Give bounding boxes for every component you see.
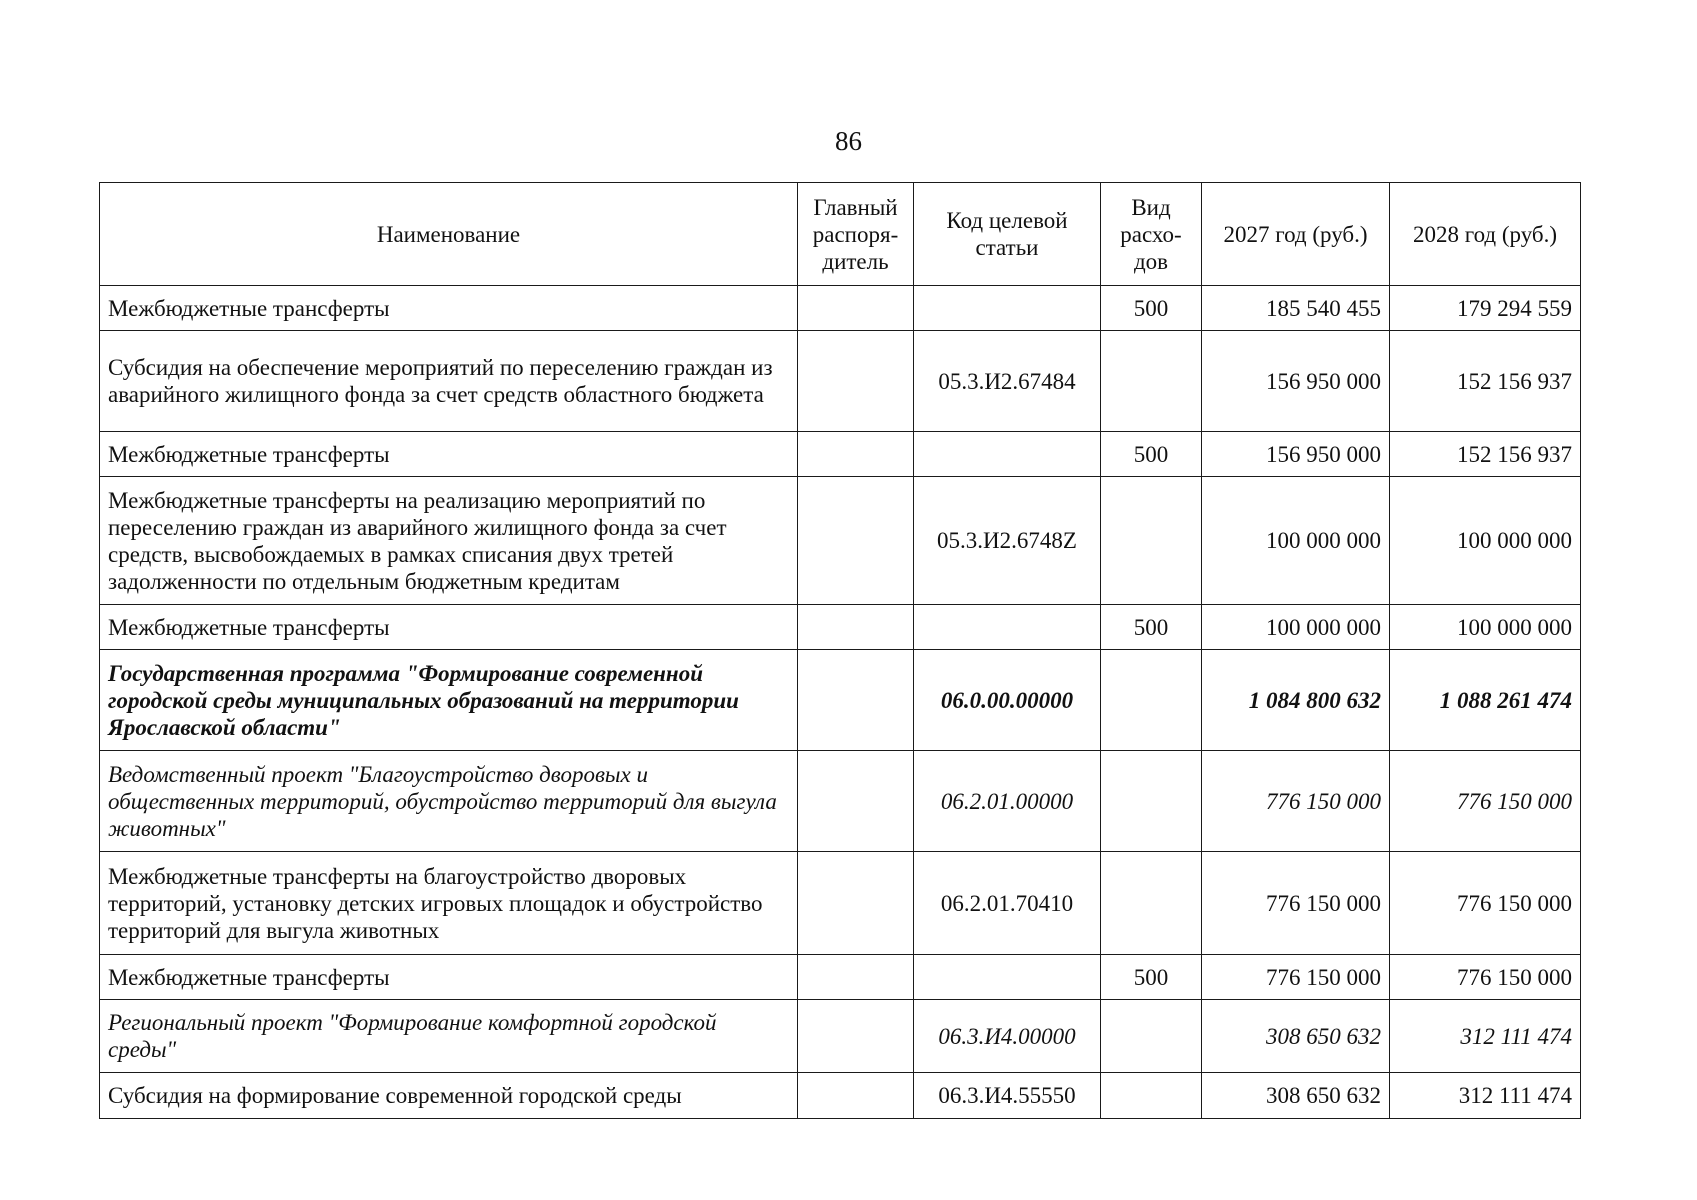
cell-year-2028: 776 150 000 (1390, 751, 1581, 852)
table-row (100, 1073, 1581, 1119)
cell-code (914, 432, 1101, 477)
header-year-2028: 2028 год (руб.) (1390, 183, 1581, 286)
cell-name: Государственная программа "Формирование современной городской среды муниципальных образований на территории Ярославской области" (100, 650, 798, 751)
cell-name: Субсидия на обеспечение мероприятий по переселению граждан из аварийного жилищного фонда за счет средств областного бюджета (100, 331, 798, 432)
cell-year-2027: 1 084 800 632 (1202, 650, 1390, 751)
cell-name: Межбюджетные трансферты (100, 432, 798, 477)
cell-expense-type (1101, 1073, 1202, 1119)
page-number: 86 (835, 126, 862, 156)
header-expense-type: Вид расхо-дов (1101, 183, 1202, 286)
cell-expense-type: 500 (1101, 605, 1202, 650)
cell-year-2028: 312 111 474 (1390, 1000, 1581, 1073)
cell-year-2027: 308 650 632 (1202, 1000, 1390, 1073)
cell-expense-type (1101, 751, 1202, 852)
table-row (100, 286, 1581, 331)
cell-name: Межбюджетные трансферты на реализацию мероприятий по переселению граждан из аварийного жилищного фонда за счет средств, высвобождаемых в рамках списания двух третей задолженности по отдельным бюджетным кредитам (100, 477, 798, 605)
cell-manager (798, 852, 914, 955)
cell-year-2027: 776 150 000 (1202, 955, 1390, 1000)
cell-code: 06.3.И4.55550 (914, 1073, 1101, 1119)
cell-code (914, 605, 1101, 650)
cell-manager (798, 650, 914, 751)
cell-manager (798, 605, 914, 650)
table-header-row (100, 183, 1581, 286)
cell-year-2027: 100 000 000 (1202, 477, 1390, 605)
cell-year-2027: 308 650 632 (1202, 1073, 1390, 1119)
table-body (100, 286, 1581, 1119)
header-code: Код целевой статьи (914, 183, 1101, 286)
table-row (100, 751, 1581, 852)
cell-code: 06.2.01.00000 (914, 751, 1101, 852)
cell-name: Межбюджетные трансферты (100, 286, 798, 331)
cell-name: Ведомственный проект "Благоустройство дворовых и общественных территорий, обустройство территорий для выгула животных" (100, 751, 798, 852)
table-row (100, 852, 1581, 955)
table-row (100, 955, 1581, 1000)
cell-expense-type (1101, 852, 1202, 955)
cell-name: Межбюджетные трансферты (100, 605, 798, 650)
cell-expense-type (1101, 1000, 1202, 1073)
cell-year-2028: 1 088 261 474 (1390, 650, 1581, 751)
header-manager: Главный распоря-дитель (798, 183, 914, 286)
cell-year-2028: 776 150 000 (1390, 955, 1581, 1000)
cell-year-2027: 156 950 000 (1202, 331, 1390, 432)
cell-expense-type: 500 (1101, 286, 1202, 331)
cell-code: 06.0.00.00000 (914, 650, 1101, 751)
cell-year-2027: 100 000 000 (1202, 605, 1390, 650)
table-row (100, 605, 1581, 650)
cell-name: Субсидия на формирование современной городской среды (100, 1073, 798, 1119)
cell-code: 05.3.И2.67484 (914, 331, 1101, 432)
cell-year-2027: 776 150 000 (1202, 751, 1390, 852)
cell-year-2028: 100 000 000 (1390, 605, 1581, 650)
cell-manager (798, 955, 914, 1000)
table-row (100, 477, 1581, 605)
cell-manager (798, 477, 914, 605)
cell-year-2028: 152 156 937 (1390, 432, 1581, 477)
cell-year-2028: 312 111 474 (1390, 1073, 1581, 1119)
header-name: Наименование (100, 183, 798, 286)
cell-manager (798, 331, 914, 432)
table-row (100, 650, 1581, 751)
cell-expense-type (1101, 331, 1202, 432)
cell-expense-type: 500 (1101, 432, 1202, 477)
cell-year-2028: 776 150 000 (1390, 852, 1581, 955)
cell-expense-type (1101, 477, 1202, 605)
budget-table (99, 182, 1581, 1119)
cell-code: 05.3.И2.6748Z (914, 477, 1101, 605)
cell-manager (798, 1000, 914, 1073)
cell-name: Межбюджетные трансферты на благоустройство дворовых территорий, установку детских игровых площадок и обустройство территорий для выгула животных (100, 852, 798, 955)
cell-year-2027: 185 540 455 (1202, 286, 1390, 331)
header-year-2027: 2027 год (руб.) (1202, 183, 1390, 286)
cell-code (914, 286, 1101, 331)
table-row (100, 1000, 1581, 1073)
cell-manager (798, 286, 914, 331)
cell-manager (798, 432, 914, 477)
cell-year-2027: 776 150 000 (1202, 852, 1390, 955)
cell-code (914, 955, 1101, 1000)
table-row (100, 432, 1581, 477)
cell-name: Региональный проект "Формирование комфортной городской среды" (100, 1000, 798, 1073)
cell-year-2027: 156 950 000 (1202, 432, 1390, 477)
table-row (100, 331, 1581, 432)
cell-code: 06.2.01.70410 (914, 852, 1101, 955)
cell-year-2028: 100 000 000 (1390, 477, 1581, 605)
cell-manager (798, 751, 914, 852)
cell-expense-type: 500 (1101, 955, 1202, 1000)
cell-expense-type (1101, 650, 1202, 751)
cell-year-2028: 179 294 559 (1390, 286, 1581, 331)
cell-code: 06.3.И4.00000 (914, 1000, 1101, 1073)
cell-manager (798, 1073, 914, 1119)
cell-name: Межбюджетные трансферты (100, 955, 798, 1000)
cell-year-2028: 152 156 937 (1390, 331, 1581, 432)
